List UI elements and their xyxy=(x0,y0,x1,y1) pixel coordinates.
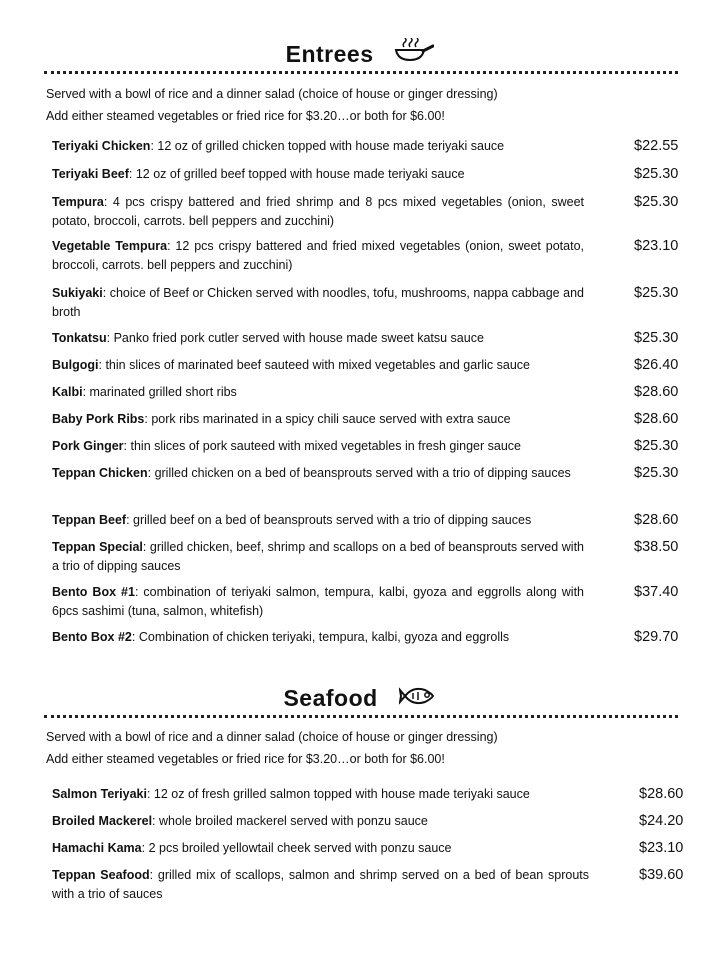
seafood-menu-item xyxy=(52,812,702,831)
seafood-menu-item xyxy=(52,866,702,904)
seafood-title: Seafood xyxy=(283,685,378,712)
menu-item-name: Teriyaki Beef xyxy=(52,167,129,181)
entrees-title: Entrees xyxy=(285,40,374,67)
menu-item-description-block xyxy=(52,329,584,348)
entrees-menu-item xyxy=(52,538,702,576)
menu-item-price: $22.55 xyxy=(634,138,679,154)
seafood-menu-item xyxy=(52,785,702,804)
seafood-divider xyxy=(44,715,678,718)
menu-item-description: : thin slices of marinated beef sauteed with mixed vegetables and garlic sauce xyxy=(98,358,531,372)
menu-item-name: Teppan Beef xyxy=(52,513,127,527)
menu-item-description: : grilled chicken, beef, shrimp and scallops on a bed of beansprouts served with a trio of dipping sauces xyxy=(52,540,584,573)
menu-item-name: Kalbi xyxy=(52,385,83,399)
menu-item-description-block xyxy=(52,383,584,402)
menu-item-name: Bulgogi xyxy=(52,358,99,372)
seafood-intro xyxy=(46,726,498,770)
menu-item-name: Broiled Mackerel xyxy=(52,814,153,828)
entrees-menu-item xyxy=(52,511,702,530)
menu-item-price: $38.50 xyxy=(634,539,679,555)
menu-item-name: Teppan Chicken xyxy=(52,466,148,480)
menu-item-price: $25.30 xyxy=(634,465,679,481)
menu-item-name: Sukiyaki xyxy=(52,286,103,300)
menu-item-description-block xyxy=(52,511,584,530)
menu-item-price: $29.70 xyxy=(634,629,679,645)
menu-item-price: $25.30 xyxy=(634,438,679,454)
menu-item-description-block xyxy=(52,356,584,375)
menu-item-description-block xyxy=(52,165,584,184)
entrees-menu-item xyxy=(52,464,702,483)
menu-item-price: $23.10 xyxy=(639,840,684,856)
entrees-heading xyxy=(0,38,720,70)
menu-item-description-block xyxy=(52,866,589,904)
menu-item-description: : 12 oz of fresh grilled salmon topped with house made teriyaki sauce xyxy=(146,787,530,801)
menu-item-price: $23.10 xyxy=(634,238,679,254)
menu-item-name: Teriyaki Chicken xyxy=(52,139,151,153)
menu-item-description-block xyxy=(52,193,584,231)
entrees-menu-item xyxy=(52,137,702,156)
menu-item-name: Tonkatsu xyxy=(52,331,107,345)
entrees-menu-item xyxy=(52,356,702,375)
menu-item-description: : marinated grilled short ribs xyxy=(82,385,237,399)
entrees-menu-item xyxy=(52,583,702,621)
menu-item-description: : 12 pcs crispy battered and fried mixed vegetables (onion, sweet potato, broccoli, carrots. bell peppers and zucchini) xyxy=(52,239,584,272)
entrees-divider xyxy=(44,71,678,74)
entrees-menu-item xyxy=(52,165,702,184)
menu-item-description-block xyxy=(52,284,584,322)
menu-item-description-block xyxy=(52,839,589,858)
menu-item-description-block xyxy=(52,538,584,576)
menu-item-description-block xyxy=(52,137,584,156)
entrees-intro-line-1: Served with a bowl of rice and a dinner salad (choice of house or ginger dressing) xyxy=(46,87,498,101)
menu-item-price: $25.30 xyxy=(634,285,679,301)
entrees-menu-item xyxy=(52,410,702,429)
entrees-menu-item xyxy=(52,628,702,647)
menu-item-name: Hamachi Kama xyxy=(52,841,142,855)
menu-item-description: : 4 pcs crispy battered and fried shrimp and 8 pcs mixed vegetables (onion, sweet potato, broccoli, carrots. bell peppers and zucchini) xyxy=(52,195,584,228)
menu-item-description-block xyxy=(52,437,584,456)
menu-item-description-block xyxy=(52,812,589,831)
menu-item-description: : whole broiled mackerel served with ponzu sauce xyxy=(152,814,428,828)
entrees-menu-item xyxy=(52,383,702,402)
menu-item-price: $24.20 xyxy=(639,813,684,829)
menu-item-description: : thin slices of pork sauteed with mixed vegetables in fresh ginger sauce xyxy=(123,439,521,453)
menu-item-name: Teppan Special xyxy=(52,540,143,554)
menu-item-description-block xyxy=(52,237,584,275)
entrees-menu-item xyxy=(52,329,702,348)
menu-item-price: $26.40 xyxy=(634,357,679,373)
menu-item-description-block xyxy=(52,583,584,621)
menu-item-description: : 2 pcs broiled yellowtail cheek served with ponzu sauce xyxy=(141,841,452,855)
entrees-intro-line-2: Add either steamed vegetables or fried rice for $3.20…or both for $6.00! xyxy=(46,109,445,123)
menu-item-price: $37.40 xyxy=(634,584,679,600)
menu-item-price: $28.60 xyxy=(634,512,679,528)
menu-item-price: $25.30 xyxy=(634,330,679,346)
seafood-heading xyxy=(0,684,720,713)
entrees-intro xyxy=(46,83,498,127)
menu-item-description-block xyxy=(52,785,589,804)
menu-item-description: : choice of Beef or Chicken served with noodles, tofu, mushrooms, nappa cabbage and broth xyxy=(52,286,584,319)
seafood-intro-line-2: Add either steamed vegetables or fried rice for $3.20…or both for $6.00! xyxy=(46,752,445,766)
menu-item-description: : Panko fried pork cutler served with house made sweet katsu sauce xyxy=(106,331,484,345)
menu-item-price: $28.60 xyxy=(639,786,684,802)
entrees-menu-item xyxy=(52,193,702,231)
menu-item-price: $28.60 xyxy=(634,411,679,427)
menu-item-price: $28.60 xyxy=(634,384,679,400)
seafood-intro-line-1: Served with a bowl of rice and a dinner salad (choice of house or ginger dressing) xyxy=(46,730,498,744)
menu-item-price: $25.30 xyxy=(634,166,679,182)
menu-item-name: Tempura xyxy=(52,195,104,209)
menu-item-name: Pork Ginger xyxy=(52,439,124,453)
menu-item-description: : 12 oz of grilled chicken topped with house made teriyaki sauce xyxy=(150,139,505,153)
menu-item-name: Teppan Seafood xyxy=(52,868,150,882)
menu-item-name: Baby Pork Ribs xyxy=(52,412,145,426)
menu-item-name: Bento Box #1 xyxy=(52,585,135,599)
menu-item-description: : pork ribs marinated in a spicy chili sauce served with extra sauce xyxy=(144,412,511,426)
menu-item-name: Bento Box #2 xyxy=(52,630,132,644)
menu-item-price: $39.60 xyxy=(639,867,684,883)
menu-item-description: : grilled beef on a bed of beansprouts served with a trio of dipping sauces xyxy=(126,513,532,527)
menu-item-description: : grilled mix of scallops, salmon and shrimp served on a bed of bean sprouts with a trio of sauces xyxy=(52,868,589,901)
menu-item-description-block xyxy=(52,464,584,483)
entrees-menu-item xyxy=(52,284,702,322)
menu-item-name: Vegetable Tempura xyxy=(52,239,168,253)
menu-item-description: : 12 oz of grilled beef topped with house made teriyaki sauce xyxy=(128,167,465,181)
menu-item-description-block xyxy=(52,410,584,429)
menu-item-description: : Combination of chicken teriyaki, tempura, kalbi, gyoza and eggrolls xyxy=(131,630,510,644)
frying-pan-icon xyxy=(394,38,434,70)
menu-item-price: $25.30 xyxy=(634,194,679,210)
menu-item-description: : grilled chicken on a bed of beansprouts served with a trio of dipping sauces xyxy=(147,466,571,480)
menu-item-name: Salmon Teriyaki xyxy=(52,787,147,801)
menu-item-description: : combination of teriyaki salmon, tempura, kalbi, gyoza and eggrolls along with 6pcs sashimi (tuna, salmon, whitefish) xyxy=(52,585,584,618)
menu-item-description-block xyxy=(52,628,584,647)
seafood-menu-item xyxy=(52,839,702,858)
entrees-menu-item xyxy=(52,237,702,275)
fish-icon xyxy=(399,685,437,713)
entrees-menu-item xyxy=(52,437,702,456)
